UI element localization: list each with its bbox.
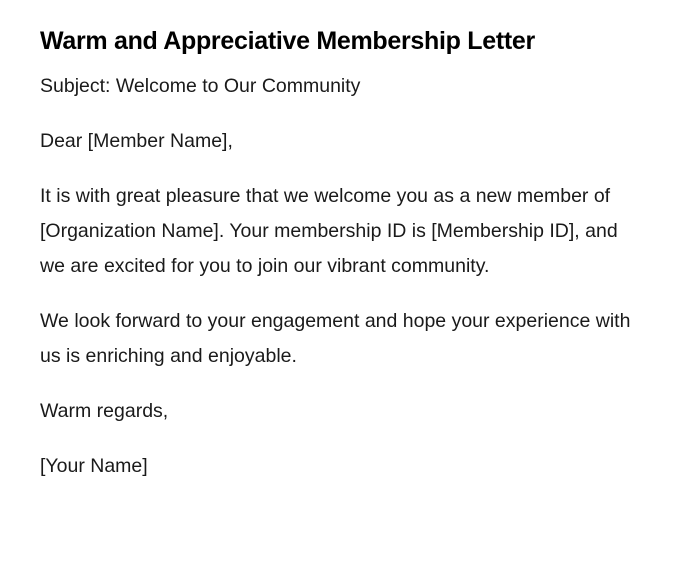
letter-body-paragraph: It is with great pleasure that we welcome you as a new member of [Organization Name]. Your membership ID is [Membership ID], and we are excited for you to join our vibrant community.	[40, 185, 618, 277]
letter-body-paragraph: We look forward to your engagement and hope your experience with us is enriching and enjoyable.	[40, 310, 631, 367]
letter-greeting: Dear [Member Name],	[40, 130, 233, 152]
letter-title: Warm and Appreciative Membership Letter	[40, 27, 535, 55]
letter	[40, 24, 640, 484]
letter-closing: Warm regards,	[40, 400, 169, 422]
letter-signature: [Your Name]	[40, 455, 148, 477]
letter-subject: Subject: Welcome to Our Community	[40, 75, 361, 97]
